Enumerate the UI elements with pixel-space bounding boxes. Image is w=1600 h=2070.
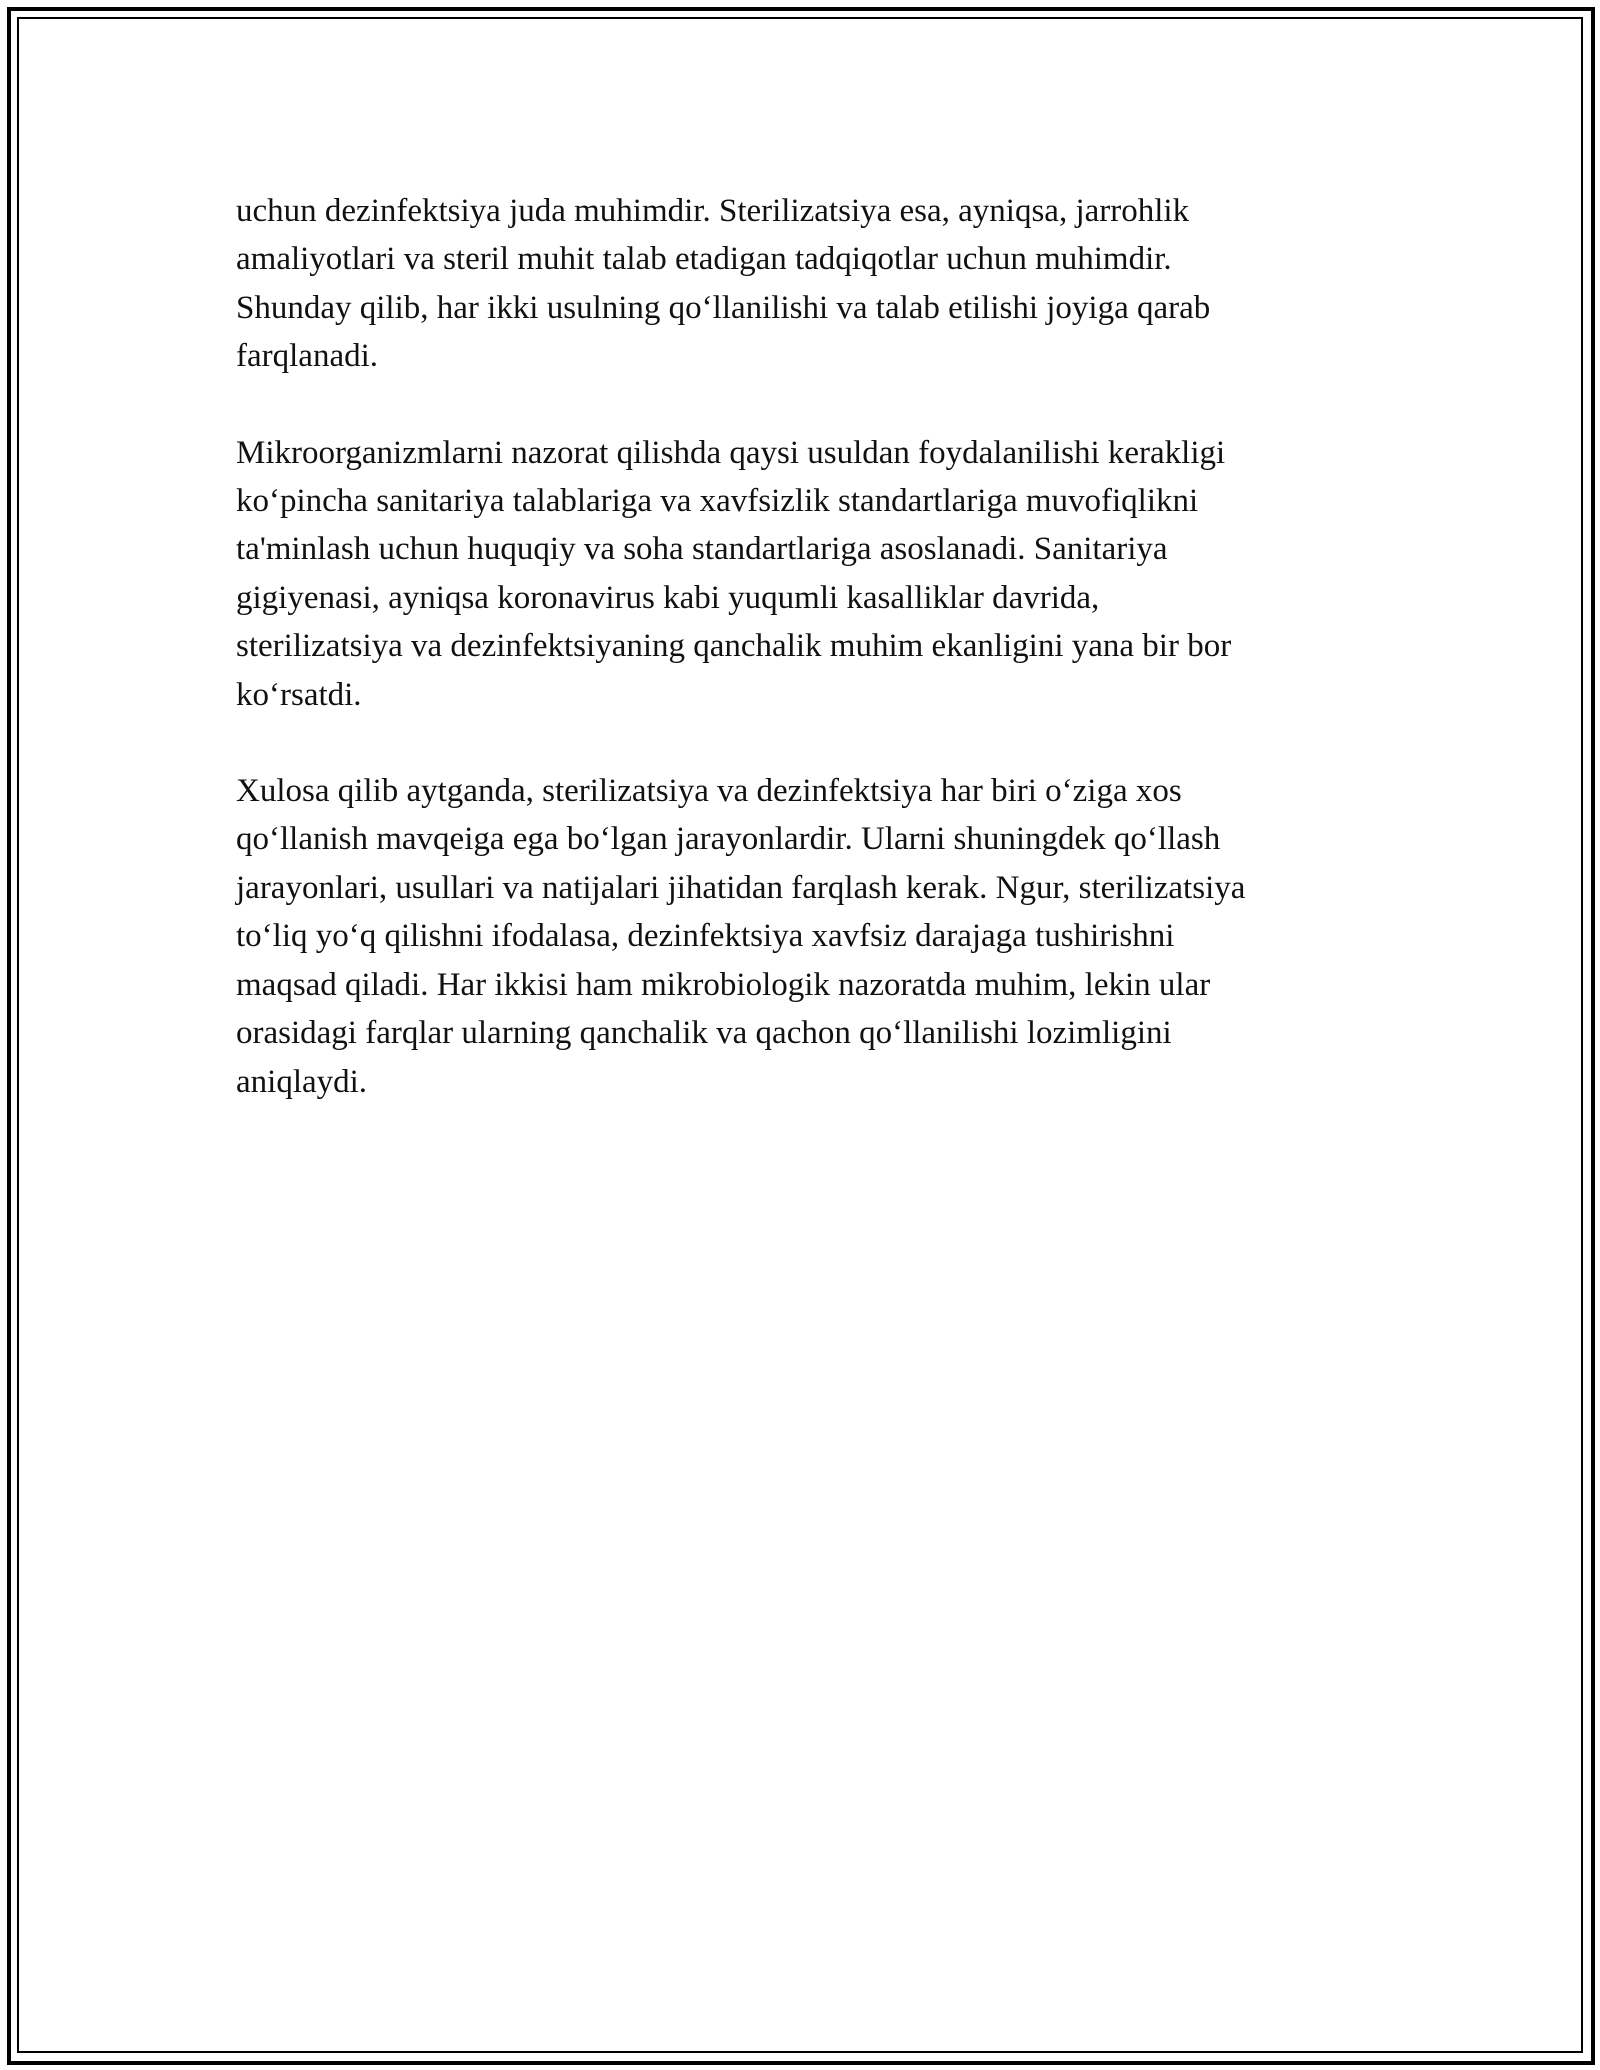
paragraph-1: uchun dezinfektsiya juda muhimdir. Sterilizatsiya esa, ayniqsa, jarrohlik amaliyotlari va steril muhit talab etadigan tadqiqotlar uchun muhimdir. Shunday qilib, har ikki usulning qo‘llanilishi va talab etilishi joyiga qarab farqlanadi. [236, 193, 1211, 375]
paragraph-2: Mikroorganizmlarni nazorat qilishda qaysi usuldan foydalanilishi kerakligi ko‘pincha sanitariya talablariga va xavfsizlik standartlariga muvofiqlikni ta'minlash uchun huquqiy va soha standartlariga asoslanadi. Sanitariya gigiyenasi, ayniqsa koronavirus kabi yuqumli kasalliklar davrida, sterilizatsiya va dezinfektsiyaning qanchalik muhim ekanligini yana bir bor ko‘rsatdi. [236, 434, 1232, 713]
paragraph-3: Xulosa qilib aytganda, sterilizatsiya va dezinfektsiya har biri o‘ziga xos qo‘llanish mavqeiga ega bo‘lgan jarayonlardir. Ularni shuningdek qo‘llash jarayonlari, usullari va natijalari jihatidan farqlash kerak. Ngur, sterilizatsiya to‘liq yo‘q qilishni ifodalasa, dezinfektsiya xavfsiz darajaga tushirishni maqsad qiladi. Har ikkisi ham mikrobiologik nazoratda muhim, lekin ular orasidagi farqlar ularning qanchalik va qachon qo‘llanilishi lozimligini aniqlaydi. [236, 773, 1246, 1100]
document-body [236, 187, 1376, 1154]
